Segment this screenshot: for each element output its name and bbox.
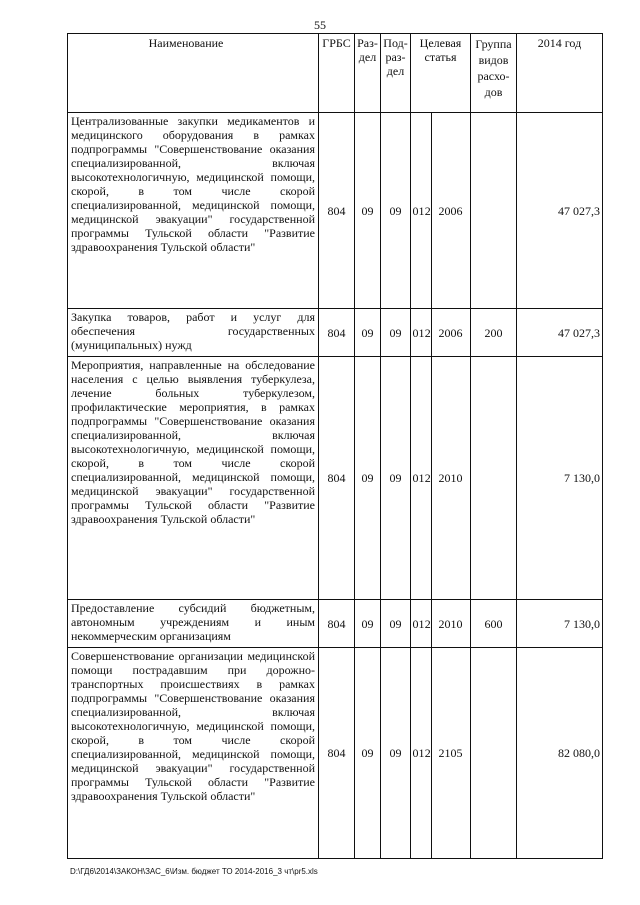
table-row: [68, 309, 603, 357]
row-group: 600: [471, 600, 517, 648]
row-name: Предоставление субсидий бюджетным, автономным учреждениям и иным некоммерческим организациям: [68, 600, 319, 648]
row-target-code: 2006: [439, 113, 471, 309]
table-row: [68, 113, 603, 309]
row-group: [471, 648, 517, 859]
row-target-code: 2105: [439, 648, 471, 859]
row-podrazdel: 09: [381, 309, 411, 357]
row-name: Совершенствование организации медицинской помощи пострадавшим при дорожно-транспортных происшествиях в рамках подпрограммы "Совершенствование оказания специализированной, включая высокотехнологичную, медицинской помощи, скорой, в том числе скорой специализированной, медицинской помощи, медицинской эвакуации" государственной программы Тульской области "Развитие здравоохранения Тульской области": [68, 648, 319, 859]
table-header-row: [68, 34, 603, 113]
row-podrazdel: 09: [381, 113, 411, 309]
header-podrazdel: Под- раз- дел: [381, 34, 411, 113]
row-group: [471, 113, 517, 309]
row-grbs: 804: [319, 113, 355, 309]
row-group: [471, 357, 517, 600]
table-row: [68, 600, 603, 648]
row-grbs: 804: [319, 600, 355, 648]
row-podrazdel: 09: [381, 648, 411, 859]
row-grbs: 804: [319, 357, 355, 600]
file-path-footer: D:\ГД6\2014\ЗАКОН\ЗАС_6\Изм. бюджет ТО 2014-2016_3 чт\pr5.xls: [70, 867, 318, 876]
row-target-code: 2010: [439, 357, 471, 600]
row-name: Мероприятия, направленные на обследование населения с целью выявления туберкулеза, лечение больных туберкулезом, профилактические мероприятия, в рамках подпрограммы "Совершенствование оказания специализированной, включая высокотехнологичную, медицинской помощи, скорой, в том числе скорой специализированной, медицинской помощи, медицинской эвакуации" государственной программы Тульской области "Развитие здравоохранения Тульской области": [68, 357, 319, 600]
row-group: 200: [471, 309, 517, 357]
row-sum: 7 130,0: [517, 357, 603, 600]
row-target-subprogram: 2: [425, 600, 432, 648]
row-sum: 82 080,0: [517, 648, 603, 859]
row-target-subprogram: 2: [425, 309, 432, 357]
row-razdel: 09: [355, 113, 381, 309]
row-target-code: 2010: [439, 600, 471, 648]
row-target-code: 2006: [439, 309, 471, 357]
header-grbs: ГРБС: [319, 34, 355, 113]
row-grbs: 804: [319, 309, 355, 357]
header-group: Группа видов расхо- дов: [471, 34, 517, 113]
row-target-program: 01: [411, 113, 425, 309]
row-target-spacer: [432, 648, 439, 859]
row-razdel: 09: [355, 309, 381, 357]
row-name: Централизованные закупки медикаментов и медицинского оборудования в рамках подпрограммы "Совершенствование оказания специализированной, включая высокотехнологичную, медицинской помощи, скорой, в том числе скорой специализированной, медицинской помощи, медицинской эвакуации" государственной программы Тульской области "Развитие здравоохранения Тульской области": [68, 113, 319, 309]
row-sum: 47 027,3: [517, 113, 603, 309]
row-podrazdel: 09: [381, 357, 411, 600]
header-name: Наименование: [68, 34, 319, 113]
row-grbs: 804: [319, 648, 355, 859]
row-target-program: 01: [411, 648, 425, 859]
header-target: Целевая статья: [411, 34, 471, 113]
header-year: 2014 год: [517, 34, 603, 113]
row-target-program: 01: [411, 309, 425, 357]
table-row: [68, 357, 603, 600]
row-sum: 7 130,0: [517, 600, 603, 648]
row-name: Закупка товаров, работ и услуг для обеспечения государственных (муниципальных) нужд: [68, 309, 319, 357]
row-razdel: 09: [355, 600, 381, 648]
row-target-subprogram: 2: [425, 648, 432, 859]
row-target-spacer: [432, 113, 439, 309]
row-target-spacer: [432, 600, 439, 648]
row-podrazdel: 09: [381, 600, 411, 648]
page-number: 55: [314, 18, 326, 32]
row-target-subprogram: 2: [425, 357, 432, 600]
row-target-spacer: [432, 357, 439, 600]
row-razdel: 09: [355, 648, 381, 859]
row-sum: 47 027,3: [517, 309, 603, 357]
header-razdel: Раз- дел: [355, 34, 381, 113]
row-target-subprogram: 2: [425, 113, 432, 309]
table-row: [68, 648, 603, 859]
row-razdel: 09: [355, 357, 381, 600]
budget-table: [67, 33, 603, 859]
row-target-program: 01: [411, 357, 425, 600]
row-target-program: 01: [411, 600, 425, 648]
row-target-spacer: [432, 309, 439, 357]
